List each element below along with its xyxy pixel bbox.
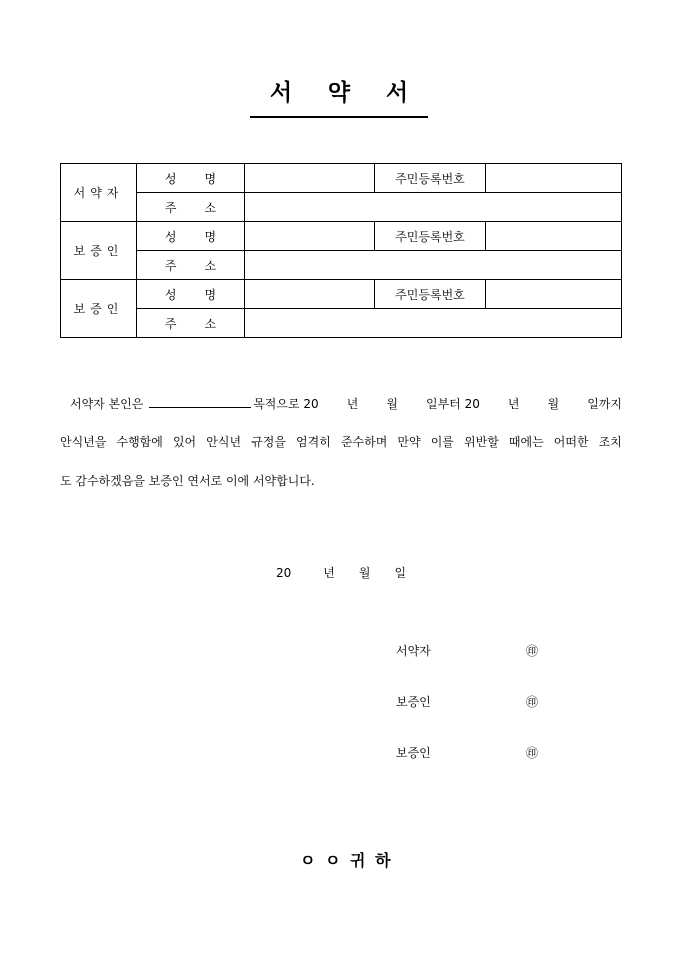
- title-char: 서: [385, 80, 409, 106]
- name-field[interactable]: [245, 222, 375, 251]
- jumin-label: 주민등록번호: [375, 280, 486, 309]
- word: 수행함에: [116, 435, 163, 449]
- date-day-unit: 일: [394, 566, 407, 580]
- signer-guarantor-1: [396, 693, 539, 710]
- pledge-prefix: 서약자 본인은: [70, 397, 144, 411]
- day-2: 일까지: [587, 397, 622, 411]
- title-char: 서: [269, 80, 293, 106]
- date-line: [276, 564, 406, 581]
- word: 만약: [397, 435, 421, 449]
- purpose-blank[interactable]: [149, 395, 251, 408]
- seal-icon[interactable]: ㊞: [526, 746, 539, 760]
- month-2: 월: [547, 397, 560, 411]
- name-label: 성 명: [137, 222, 245, 251]
- jumin-field[interactable]: [486, 280, 622, 309]
- table-row: [61, 193, 622, 222]
- word: 준수하며: [340, 435, 388, 449]
- date-year-prefix: 20: [276, 566, 292, 580]
- table-row: [61, 309, 622, 338]
- address-label: 주 소: [137, 193, 245, 222]
- pledge-line-2: [60, 433, 622, 450]
- address-label: 주 소: [137, 309, 245, 338]
- purpose-text: 목적으로 20: [253, 397, 319, 411]
- date-year-unit: 년: [323, 566, 335, 580]
- jumin-label: 주민등록번호: [375, 222, 486, 251]
- table-row: [61, 251, 622, 280]
- month-1: 월: [386, 397, 398, 411]
- word: 이를: [430, 435, 454, 449]
- word: 안식년을: [60, 435, 107, 449]
- table-row: [61, 280, 622, 309]
- date-month-unit: 월: [358, 566, 371, 580]
- seal-icon[interactable]: ㊞: [526, 695, 539, 709]
- info-table: [60, 163, 622, 338]
- seal-icon[interactable]: ㊞: [526, 644, 539, 658]
- year-2: 년: [507, 397, 520, 411]
- word: 조치: [598, 435, 622, 449]
- document-title: [250, 74, 428, 118]
- day-1: 일부터 20: [425, 397, 480, 411]
- signer-pledger: [396, 642, 539, 659]
- pledge-line-1: [60, 395, 622, 412]
- group-label: 보증인: [61, 222, 137, 280]
- group-label: 서약자: [61, 164, 137, 222]
- address-field[interactable]: [245, 251, 622, 280]
- word: 때에는: [508, 435, 544, 449]
- word: 엄격히: [296, 435, 331, 449]
- name-field[interactable]: [245, 280, 375, 309]
- year-1: 년: [346, 397, 359, 411]
- signer-label: 보증인: [396, 746, 431, 760]
- word: 어떠한: [553, 435, 589, 449]
- word: 있어: [172, 435, 197, 449]
- title-char: 약: [327, 80, 351, 106]
- pledge-line-3: 도 감수하겠음을 보증인 연서로 이에 서약합니다.: [60, 474, 315, 488]
- name-label: 성 명: [137, 280, 245, 309]
- signer-guarantor-2: [396, 744, 539, 761]
- address-field[interactable]: [245, 309, 622, 338]
- name-label: 성 명: [137, 164, 245, 193]
- jumin-field[interactable]: [486, 222, 622, 251]
- group-label: 보증인: [61, 280, 137, 338]
- addressee: ㅇ ㅇ 귀 하: [300, 851, 393, 870]
- jumin-field[interactable]: [486, 164, 622, 193]
- name-field[interactable]: [245, 164, 375, 193]
- word: 규정을: [251, 435, 286, 449]
- signer-label: 서약자: [396, 644, 431, 658]
- signer-label: 보증인: [396, 695, 431, 709]
- address-label: 주 소: [137, 251, 245, 280]
- word: 안식년: [206, 435, 242, 449]
- jumin-label: 주민등록번호: [375, 164, 486, 193]
- address-field[interactable]: [245, 193, 622, 222]
- table-row: [61, 164, 622, 193]
- table-row: [61, 222, 622, 251]
- word: 위반할: [464, 435, 499, 449]
